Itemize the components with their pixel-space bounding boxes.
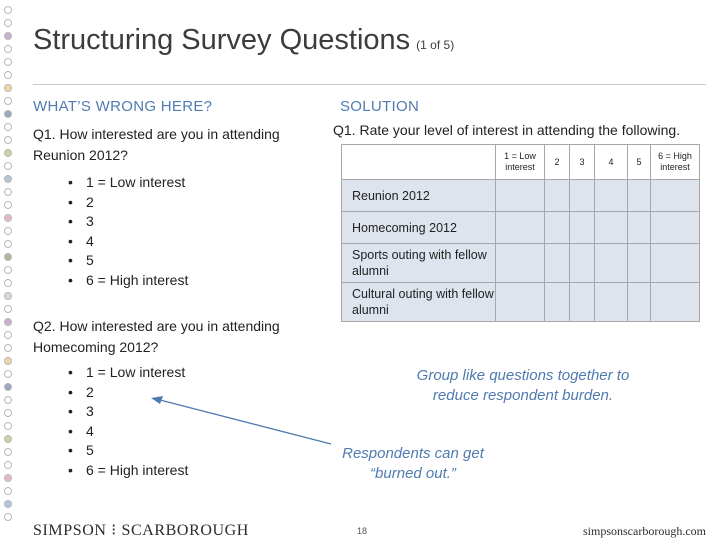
q1-option: • 4 (68, 232, 188, 252)
solution-question: Q1. Rate your level of interest in attending the following. (333, 122, 681, 138)
q2-line2: Homecoming 2012? (33, 339, 159, 355)
q1-line2: Reunion 2012? (33, 147, 128, 163)
scale-header: 4 (595, 145, 628, 180)
burned-note-line: Respondents can get (342, 445, 484, 462)
scale-header: 3 (570, 145, 595, 180)
website-url: simpsonscarborough.com (583, 524, 706, 538)
problem-heading: WHAT’S WRONG HERE? (33, 98, 213, 115)
q1-line1: Q1. How interested are you in attending (33, 126, 280, 142)
q1-option: • 5 (68, 251, 188, 271)
q1-option: • 3 (68, 212, 188, 232)
burned-note-line: “burned out.” (370, 465, 456, 482)
q1-option: • 1 = Low interest (68, 173, 188, 193)
scale-header: 2 (545, 145, 570, 180)
q2-line1: Q2. How interested are you in attending (33, 318, 280, 334)
q2-option: • 2 (68, 383, 188, 403)
q2-option: • 5 (68, 441, 188, 461)
grid-row-label: Reunion 2012 (342, 180, 496, 212)
grid-row-label: Cultural outing with fellow alumni (342, 283, 496, 322)
group-note-line: reduce respondent burden. (432, 387, 614, 404)
slide-title-sub: (1 of 5) (416, 38, 455, 52)
q2-option: • 4 (68, 422, 188, 442)
q1-option: • 6 = High interest (68, 271, 188, 291)
q2-option: • 6 = High interest (68, 461, 188, 481)
scale-header: 5 (628, 145, 651, 180)
grid-row-label: Homecoming 2012 (342, 212, 496, 244)
q2-option: • 3 (68, 402, 188, 422)
brand-logo-text: SIMPSON ⁝ SCARBOROUGH (33, 522, 249, 539)
grid-row-label: Sports outing with fellow alumni (342, 244, 496, 283)
scale-header: 6 = High interest (651, 145, 700, 180)
scale-header: 1 = Low interest (496, 145, 545, 180)
solution-heading: SOLUTION (340, 98, 420, 115)
q1-option: • 2 (68, 193, 188, 213)
q2-option: • 1 = Low interest (68, 363, 188, 383)
slide-title-main: Structuring Survey Questions (33, 24, 411, 56)
group-note-line: Group like questions together to (416, 367, 630, 384)
page-number: 18 (357, 526, 368, 536)
